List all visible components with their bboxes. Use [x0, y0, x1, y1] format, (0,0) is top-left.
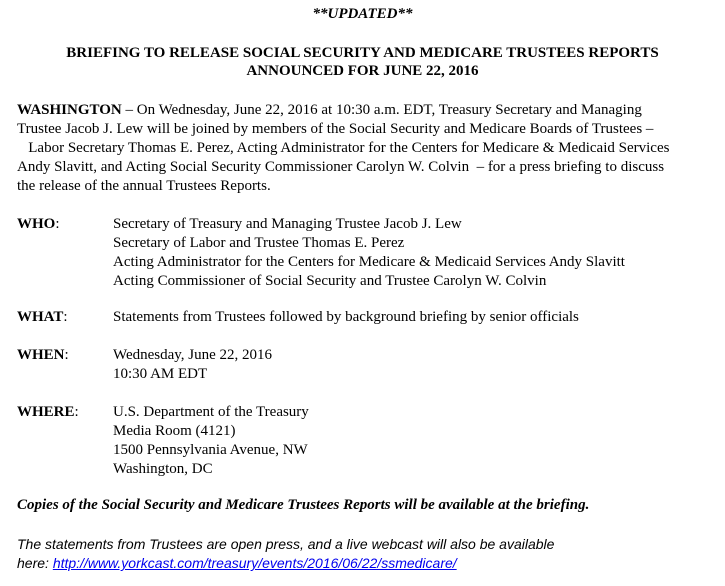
statements-line-2: [17, 554, 554, 573]
intro-paragraph: [17, 101, 717, 196]
who-item: Acting Commissioner of Social Security and Trustee Carolyn W. Colvin: [113, 273, 547, 289]
intro-line-1-text: – On Wednesday, June 22, 2016 at 10:30 a.m. EDT, Treasury Secretary and Managing: [121, 102, 642, 118]
who-list: [113, 215, 625, 291]
intro-line-4: Andy Slavitt, and Acting Social Security Commissioner Carolyn W. Colvin – for a press briefing to discuss: [17, 159, 665, 175]
where-item: 1500 Pennsylvania Avenue, NW: [113, 442, 308, 458]
where-section: [17, 403, 717, 479]
webcast-link[interactable]: http://www.yorkcast.com/treasury/events/2016/06/22/ssmedicare/: [52, 555, 457, 571]
what-item: Statements from Trustees followed by background briefing by senior officials: [113, 309, 579, 325]
when-item: Wednesday, June 22, 2016: [113, 347, 273, 363]
when-list: [113, 346, 272, 384]
when-section: [17, 346, 717, 384]
statements-prefix: here:: [17, 555, 53, 571]
document-title: [0, 44, 725, 80]
what-list: [113, 308, 579, 327]
what-section: [17, 308, 717, 327]
where-item: Media Room (4121): [113, 423, 236, 439]
who-section: [17, 215, 717, 291]
who-item: Secretary of Labor and Trustee Thomas E. Perez: [113, 235, 405, 251]
where-item: Washington, DC: [113, 461, 213, 477]
where-item: U.S. Department of the Treasury: [113, 404, 309, 420]
what-label: WHAT:: [17, 309, 68, 325]
dateline: WASHINGTON: [17, 102, 122, 118]
updated-banner: **UPDATED**: [312, 6, 413, 22]
statements-note: [17, 535, 554, 573]
copies-note: Copies of the Social Security and Medicare Trustees Reports will be available at the briefing.: [17, 497, 590, 513]
statements-line-1: The statements from Trustees are open press, and a live webcast will also be available: [17, 536, 555, 552]
title-line-2: ANNOUNCED FOR JUNE 22, 2016: [246, 63, 479, 79]
who-item: Secretary of Treasury and Managing Trustee Jacob J. Lew: [113, 216, 462, 232]
title-line-1: BRIEFING TO RELEASE SOCIAL SECURITY AND MEDICARE TRUSTEES REPORTS: [66, 45, 659, 61]
intro-line-5: the release of the annual Trustees Reports.: [17, 178, 271, 194]
intro-line-3: Labor Secretary Thomas E. Perez, Acting Administrator for the Centers for Medicare & Medicaid Services: [17, 140, 670, 156]
when-label: WHEN:: [17, 347, 69, 363]
intro-line-2: Trustee Jacob J. Lew will be joined by members of the Social Security and Medicare Boards of Trustees –: [17, 121, 654, 137]
intro-line-1: [17, 101, 717, 120]
who-label: WHO:: [17, 216, 60, 232]
when-item: 10:30 AM EDT: [113, 366, 208, 382]
where-list: [113, 403, 309, 479]
who-item: Acting Administrator for the Centers for Medicare & Medicaid Services Andy Slavitt: [113, 254, 625, 270]
where-label: WHERE:: [17, 404, 79, 420]
